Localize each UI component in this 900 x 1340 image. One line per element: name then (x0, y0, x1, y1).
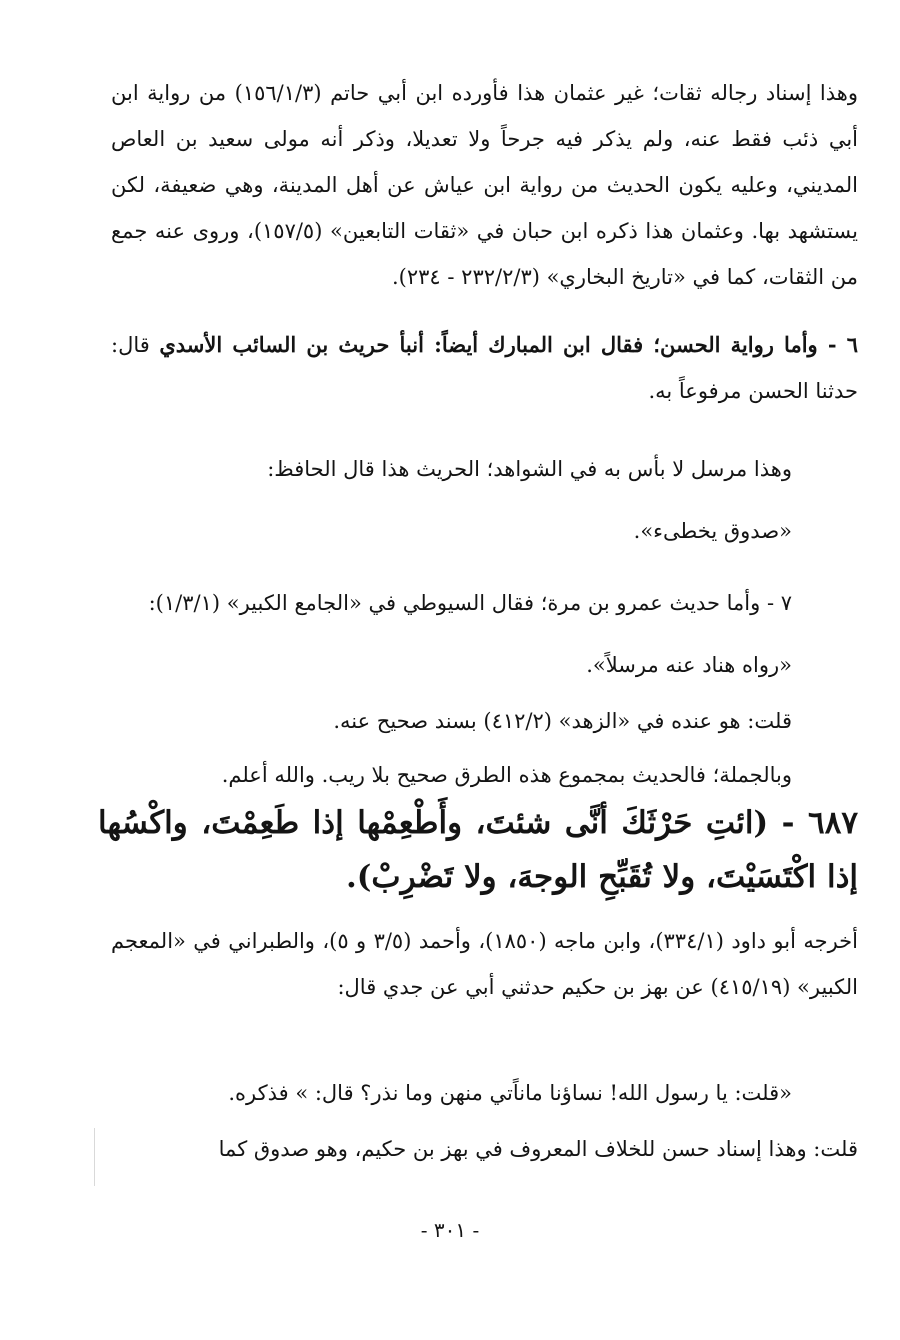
paragraph-isnad-bahz: قلت: وهذا إسناد حسن للخلاف المعروف في بهز بن حكيم، وهو صدوق كما (218, 1137, 858, 1161)
paragraph-hannad-quote: «رواه هناد عنه مرسلاً». (586, 653, 792, 677)
hadith-heading: ٦٨٧ - (ائتِ حَرْثَكَ أنَّى شئتَ، وأَطْعِمْها إذا طَعِمْتَ، واكْسُها إذا اكْتَسَيْتَ، ولا تُقَبِّحِ الوجهَ، ولا تَضْرِبْ). (98, 805, 858, 895)
hasan-narration-rest: قال: حدثنا الحسن مرفوعاً به. (111, 333, 858, 403)
page-number: - ٣٠١ - (420, 1218, 480, 1242)
paragraph-zuhd-reference: قلت: هو عنده في «الزهد» (٤١٢/٢) بسند صحيح عنه. (333, 709, 792, 733)
paragraph-amr-ibn-murrah: ٧ - وأما حديث عمرو بن مرة؛ فقال السيوطي في «الجامع الكبير» (١/٣/١): (148, 591, 792, 615)
paragraph-mursal-note: وهذا مرسل لا بأس به في الشواهد؛ الحريث هذا قال الحافظ: (267, 457, 792, 481)
paragraph-hafiz-quote: «صدوق يخطىء». (633, 519, 792, 543)
page-edge-mark (94, 1128, 95, 1186)
paragraph-conclusion: وبالجملة؛ فالحديث بمجموع هذه الطرق صحيح بلا ريب. والله أعلم. (221, 763, 792, 787)
paragraph-question-quote: «قلت: يا رسول الله! نساؤنا ماناًتي منهن وما نذر؟ قال: » فذكره. (228, 1081, 792, 1105)
paragraph-isnad-uthman: وهذا إسناد رجاله ثقات؛ غير عثمان هذا فأورده ابن أبي حاتم (١٥٦/١/٣) من رواية ابن أبي ذئب فقط عنه، ولم يذكر فيه جرحاً ولا تعديلا، وذكر أنه مولى سعيد بن العاص المديني، وعليه يكون الحديث من رواية ابن عياش عن أهل المدينة، وهي ضعيفة، لكن يستشهد بها. وعثمان هذا ذكره ابن حبان في «ثقات التابعين» (١٥٧/٥)، وروى عنه جمع من الثقات، كما في «تاريخ البخاري» (٢٣٢/٢/٣ - ٢٣٤). (111, 81, 858, 289)
hasan-narration-lead: ٦ - وأما رواية الحسن؛ فقال ابن المبارك أيضاً: أنبأ حريث بن السائب الأسدي (159, 332, 858, 357)
paragraph-hasan-narration (111, 322, 858, 414)
paragraph-takhrij: أخرجه أبو داود (٣٣٤/١)، وابن ماجه (١٨٥٠)، وأحمد (٣/٥ و ٥)، والطبراني في «المعجم الكبير» (٤١٥/١٩) عن بهز بن حكيم حدثني أبي عن جدي قال: (111, 929, 858, 999)
